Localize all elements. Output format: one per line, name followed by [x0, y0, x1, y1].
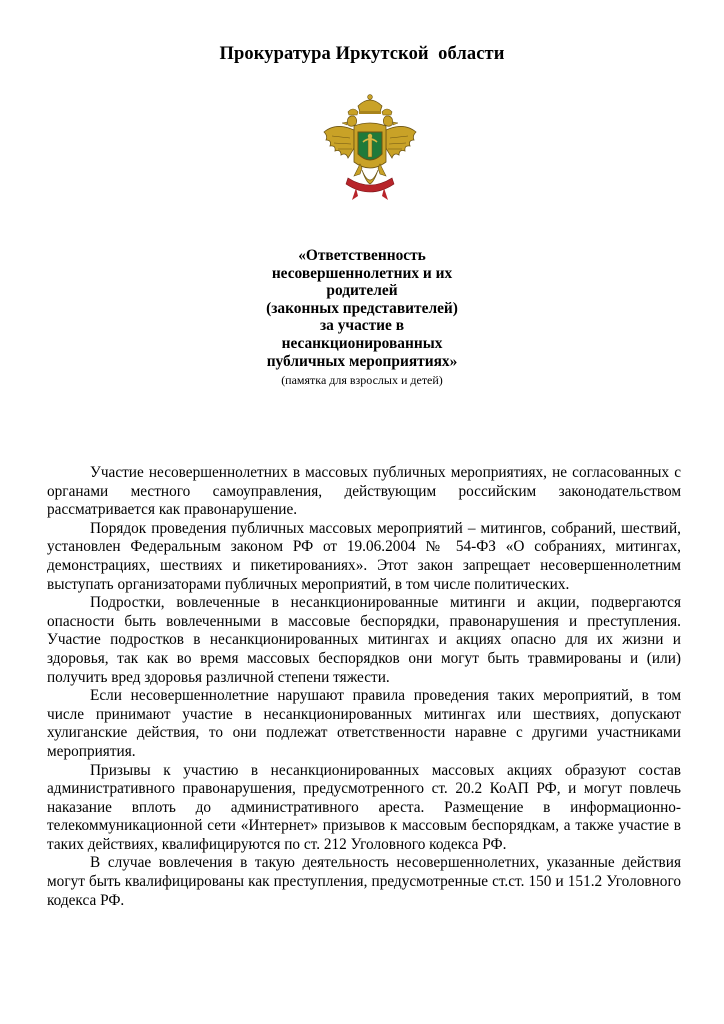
title-line: родителей [326, 282, 398, 300]
title-line: несовершеннолетних и их [271, 264, 453, 282]
shield-icon [358, 132, 382, 160]
paragraph: Призывы к участию в несанкционированных массовых акциях образуют состав административного правонарушения, предусмотренного ст. 20.2 КоАП РФ, и могут повлечь наказание вплоть до административного ареста. Размещение в информационно-телекоммуникационной сети «Интернет» призывов к массовым беспорядкам, а также участие в таких действиях, квалифицируются по ст. 212 Уголовного кодекса РФ. [47, 761, 681, 853]
title-line: несанкционированных [281, 334, 443, 352]
document-subtitle: (памятка для взрослых и детей) [281, 373, 443, 387]
paragraph: Участие несовершеннолетних в массовых публичных мероприятиях, не согласованных с органами местного самоуправления, действующим российским законодательством рассматривается как правонарушение. [47, 464, 681, 519]
title-line: за участие в [319, 317, 405, 335]
prosecutor-emblem-icon [318, 92, 422, 208]
paragraph: В случае вовлечения в такую деятельность несовершеннолетних, указанные действия могут быть квалифицированы как преступления, предусмотренные ст.ст. 150 и 151.2 Уголовного кодекса РФ. [47, 854, 681, 909]
paragraph: Порядок проведения публичных массовых мероприятий – митингов, собраний, шествий, установлен Федеральным законом РФ от 19.06.2004 № 54-ФЗ «О собраниях, митингах, демонстрациях, шествиях и пикетированиях». Этот закон запрещает несовершеннолетним выступать организаторами публичных мероприятий, в том числе политических. [47, 519, 681, 593]
organization-header: Прокуратура Иркутской области [219, 44, 505, 64]
title-line: (законных представителей) [266, 299, 458, 317]
document-body [47, 464, 681, 910]
paragraph: Подростки, вовлеченные в несанкционированные митинги и акции, подвергаются опасности быть вовлеченными в массовые беспорядки, правонарушения и преступления. Участие подростков в несанкционированных митингах и акциях опасно для их жизни и здоровья, так как во время массовых беспорядков они могут быть травмированы и (или) получить вред здоровья различной степени тяжести. [47, 594, 681, 686]
document-title [0, 247, 724, 370]
title-line: публичных мероприятиях» [266, 352, 458, 370]
crown-icon [358, 95, 382, 114]
paragraph: Если несовершеннолетние нарушают правила проведения таких мероприятий, в том числе принимают участие в несанкционированных митингах или шествиях, допускают хулиганские действия, то они подлежат ответственности наравне с другими участниками мероприятия. [47, 687, 681, 760]
title-line: «Ответственность [298, 247, 426, 264]
